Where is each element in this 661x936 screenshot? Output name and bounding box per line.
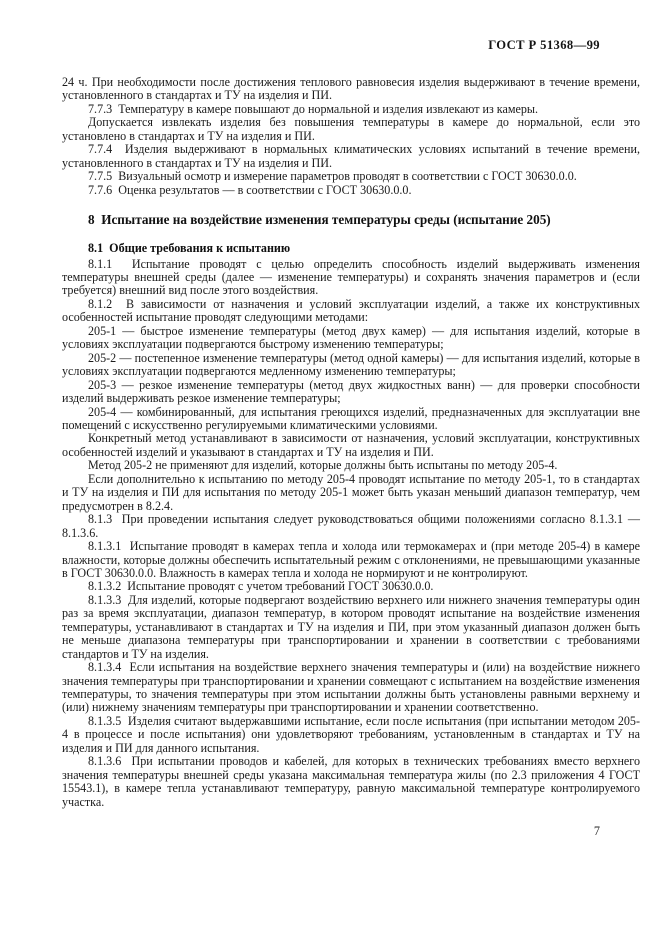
paragraph-7-7-6: 7.7.6 Оценка результатов — в соответствии с ГОСТ 30630.0.0. <box>88 182 412 197</box>
section-8-heading: 8 Испытание на воздействие изменения температуры среды (испытание 205) <box>88 212 551 228</box>
paragraph-7-7-3-note: Допускается извлекать изделия без повышения температуры в камере до нормальной, если это установлено в стандартах и ТУ на изделия и ПИ. <box>62 115 640 143</box>
paragraph-7-7-4: 7.7.4 Изделия выдерживают в нормальных климатических условиях испытаний в течение времени, установленного в стандартах и ТУ на изделия и ПИ. <box>62 142 640 170</box>
paragraph-method-205-3: 205-3 — резкое изменение температуры (метод двух жидкостных ванн) — для проверки способности изделий выдерживать резкое изменение температуры; <box>62 377 640 406</box>
document-body <box>62 76 640 809</box>
paragraph-method-205-2-restriction: Метод 205-2 не применяют для изделий, которые должны быть испытаны по методу 205-4. <box>88 458 558 473</box>
paragraph-8-1-3-3: 8.1.3.3 Для изделий, которые подвергают воздействию верхнего или нижнего значения температуры один раз за время эксплуатации, диапазон температур, в котором проводят испытание на воздействие изменения температуры, устанавливают в стандартах и ТУ на изделия и ПИ, при этом указанный диапазон должен быть не меньше диапазона температуры при транспортировании и хранении в соответствии с требованиями стандартов и ТУ на изделия. <box>62 592 640 661</box>
paragraph-method-205-2: 205-2 — постепенное изменение температуры (метод одной камеры) — для испытания изделий, которые в условиях эксплуатации подвергаются медленному изменению температуры; <box>62 350 640 379</box>
paragraph-8-1-3-4: 8.1.3.4 Если испытания на воздействие верхнего значения температуры и (или) на воздействие нижнего значения температуры при транспортировании и хранении совмещают с испытанием на воздействие изменения температуры, то значения температуры при этом испытании должны быть установлены равными верхнему и (или) нижнему значениям температуры при транспортировании и хранении соответственно. <box>62 660 640 715</box>
document-code-header: ГОСТ Р 51368—99 <box>488 38 600 52</box>
paragraph-8-1-3-1: 8.1.3.1 Испытание проводят в камерах тепла и холода или термокамерах и (при методе 205-4) в камере влажности, которые должны обеспечить испытательный режим с отклонениями, не превышающими указанные в ГОСТ 30630.0.0. Влажность в камерах тепла и холода не нормируют и не контролируют. <box>62 539 640 580</box>
paragraph-method-205-1: 205-1 — быстрое изменение температуры (метод двух камер) — для испытания изделий, которые в условиях эксплуатации подвергаются быстрому изменению температуры; <box>62 323 640 352</box>
paragraph-7-7-3: 7.7.3 Температуру в камере повышают до нормальной и изделия извлекают из камеры. <box>88 101 539 116</box>
subsection-8-1-heading: 8.1 Общие требования к испытанию <box>88 241 291 256</box>
paragraph-7-7-5: 7.7.5 Визуальный осмотр и измерение параметров проводят в соответствии с ГОСТ 30630.0.0. <box>88 169 577 184</box>
paragraph-8-1-1: 8.1.1 Испытание проводят с целью определить способность изделий выдерживать изменения температуры внешней среды (далее — изменение температуры) и сохранять значения параметров и (если требуется) внешний вид после этого воздействия. <box>62 256 640 298</box>
paragraph-8-1-3: 8.1.3 При проведении испытания следует руководствоваться общими положениями согласно 8.1.3.1 — 8.1.3.6. <box>62 512 640 540</box>
paragraph-method-205-4: 205-4 — комбинированный, для испытания греющихся изделий, предназначенных для эксплуатации вне помещений с искусственно регулируемыми климатическими условиями. <box>62 404 640 432</box>
paragraph-method-selection: Конкретный метод устанавливают в зависимости от назначения, условий эксплуатации, конструктивных особенностей изделий и указывают в стандартах и ТУ на изделия и ПИ. <box>62 431 640 459</box>
paragraph-continuation: 24 ч. При необходимости после достижения теплового равновесия изделия выдерживают в течение времени, установленного в стандартах и ТУ на изделия и ПИ. <box>62 75 640 103</box>
paragraph-8-1-3-2: 8.1.3.2 Испытание проводят с учетом требований ГОСТ 30630.0.0. <box>88 579 434 594</box>
page-number: 7 <box>593 824 600 838</box>
paragraph-8-1-3-6: 8.1.3.6 При испытании проводов и кабелей, для которых в технических требованиях вместо верхнего значения температуры внешней среды указана максимальная температура жилы (по 2.3 приложения 4 ГОСТ 15543.1), в камере тепла устанавливают температуру, равную максимальной температуре контролируемого участка. <box>62 754 640 809</box>
paragraph-8-1-2: 8.1.2 В зависимости от назначения и условий эксплуатации изделий, а также их конструктивных особенностей испытание проводят следующими методами: <box>62 296 640 325</box>
paragraph-8-1-3-5: 8.1.3.5 Изделия считают выдержавшими испытание, если после испытания (при испытании методом 205-4 в процессе и после испытания) они удовлетворяют требованиям, установленным в стандартах и ТУ на изделия и ПИ для данного испытания. <box>62 713 640 755</box>
paragraph-additional-testing: Если дополнительно к испытанию по методу 205-4 проводят испытание по методу 205-1, то в стандартах и ТУ на изделия и ПИ для испытания по методу 205-1 может быть указан меньший диапазон температур, чем предусмотрен в 8.2.4. <box>62 471 640 513</box>
